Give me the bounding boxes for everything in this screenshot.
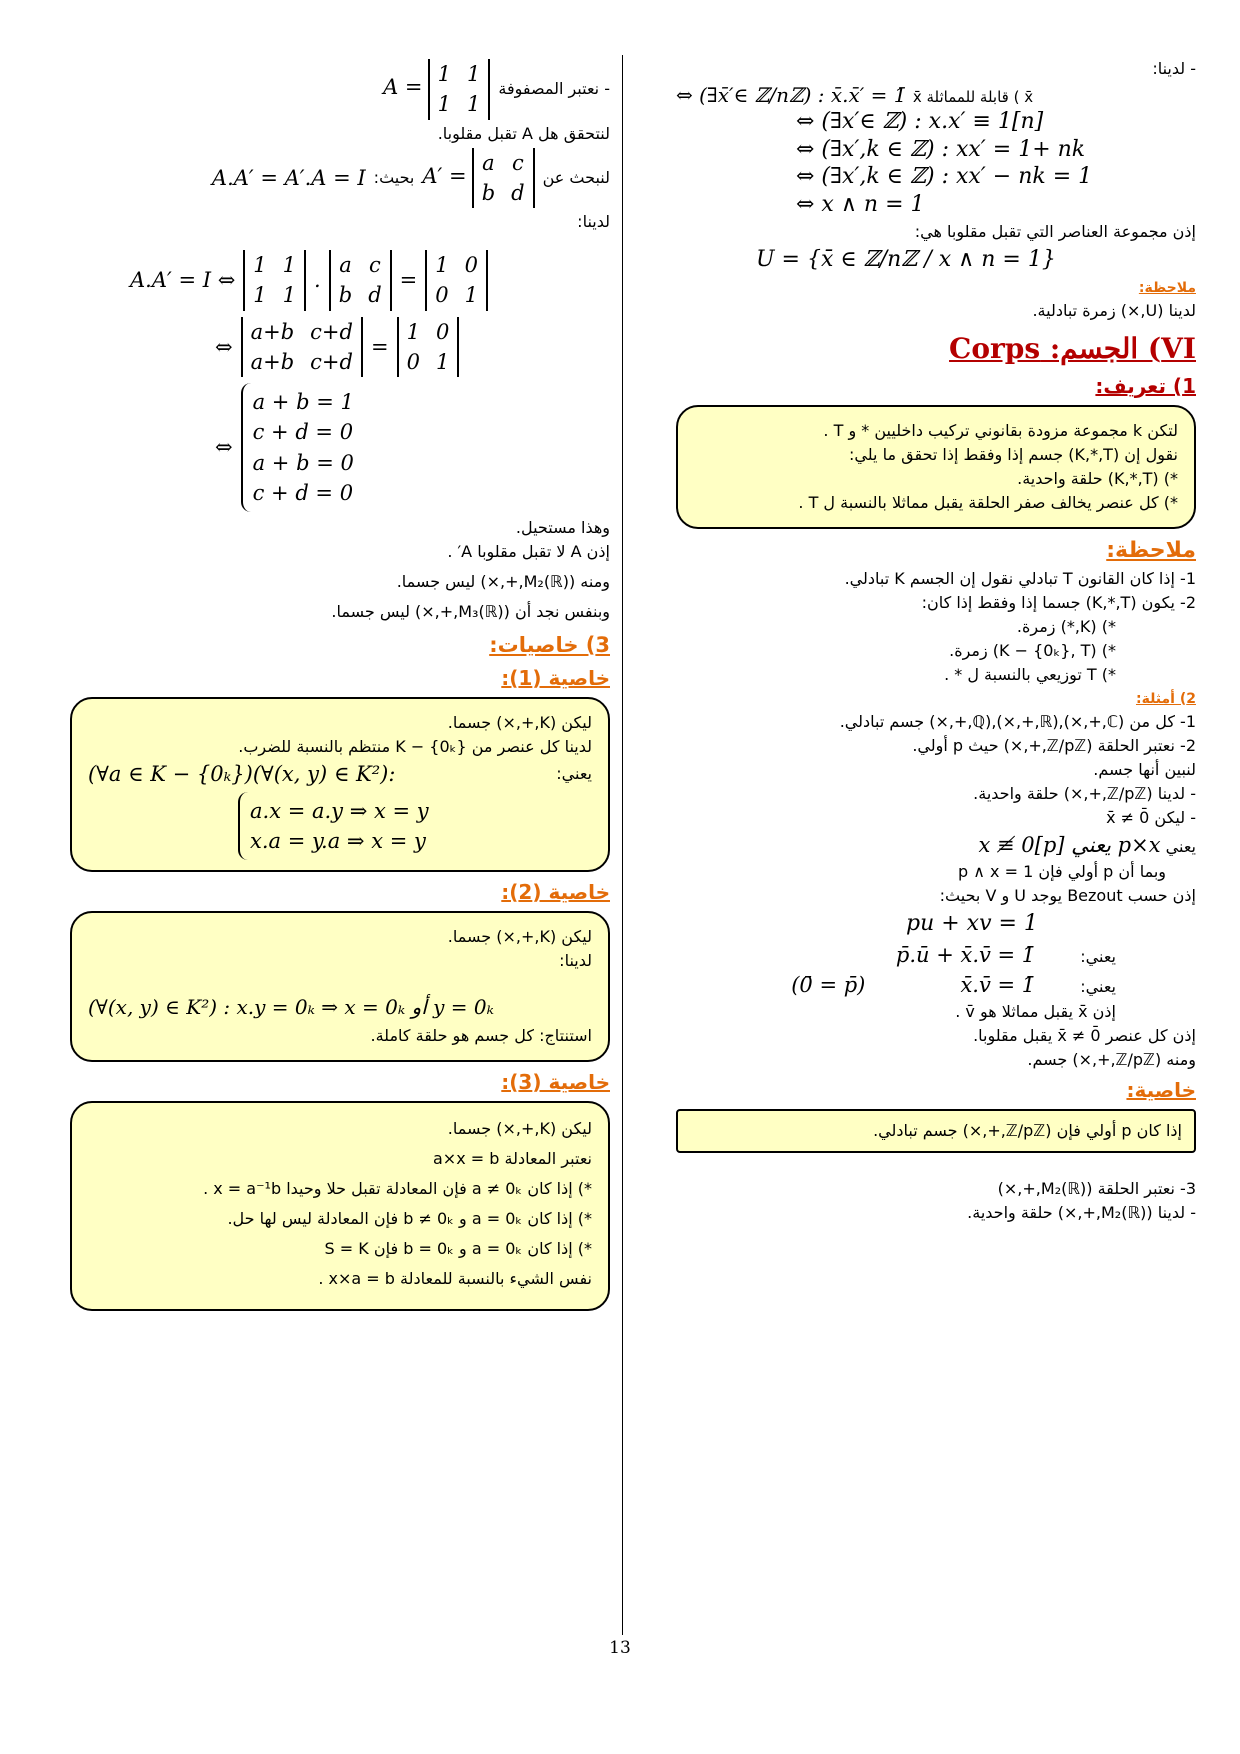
matrix-cell: 1	[282, 253, 297, 277]
equivalence-line-1: ⇔ (∃x̄′∈ ℤ/nℤ) : x̄.x̄′ = 1̄	[676, 83, 907, 107]
example-2-line: إذن x̄ يقبل مماثلا هو v̄ .	[955, 1002, 1116, 1022]
search-condition: A.A′ = A′.A = I	[211, 165, 366, 190]
conclusion-line: ومنه (M₂(ℝ),+,×) ليس جسما.	[396, 572, 610, 591]
example-2-line: إذن حسب Bezout يوجد U و V بحيث:	[939, 886, 1196, 906]
matrix-cell: c	[512, 150, 524, 175]
matrix-cell: 0	[464, 253, 478, 277]
conclusion-line: وبنفس نجد أن (M₃(ℝ),+,×) ليس جسما.	[331, 602, 610, 621]
remark-item: 2- يكون (K,*,T) جسما إذا وفقط إذا كان:	[921, 592, 1196, 612]
example-2-label: يعني:	[1080, 977, 1116, 996]
matrix-cell: d	[368, 283, 382, 308]
remark-sub-item: *) (K − {0ₖ}, T) زمرة.	[949, 640, 1116, 660]
example-3-line: - لدينا (M₂(ℝ),+,×) حلقة واحدية.	[967, 1203, 1196, 1223]
property-1-implication: a.x = a.y ⇒ x = y	[250, 798, 429, 823]
matrix-A-prime-label: A′ =	[422, 163, 467, 188]
matrix-cell: 1	[435, 349, 450, 374]
property-3-line: *) إذا كان a = 0ₖ و b ≠ 0ₖ فإن المعادلة ليس لها حل.	[227, 1209, 592, 1228]
product-lhs: A.A′ = I ⇔	[130, 268, 236, 293]
property-2-conclusion: استنتاج: كل جسم هو حلقة كاملة.	[370, 1026, 592, 1045]
property-1-box	[70, 697, 610, 872]
property-1-yani: يعني:	[556, 764, 592, 784]
product-equation: A.A′ = I ⇔ 1 1 1 1 . a c b d = 1 0 0 1	[70, 250, 610, 311]
matrix-cell: d	[511, 180, 525, 205]
matrix-A-prime	[422, 148, 534, 209]
examples-title: 2) أمثلة:	[1135, 690, 1196, 707]
property-3-line: *) إذا كان a = 0ₖ و b = 0ₖ فإن S = K	[324, 1239, 592, 1258]
sum-equation: ⇔ a+b c+d a+b c+d = 1 0 0 1	[70, 317, 610, 378]
remark-title: ملاحظة:	[1106, 538, 1196, 563]
definition-line: نقول إن (K,*,T) جسم إذا وفقط إذا تحقق ما يلي:	[849, 445, 1178, 464]
example-2-line: وبما أن p أولي فإن p ∧ x = 1	[957, 862, 1166, 882]
matrix-cell: a+b	[250, 319, 295, 344]
example-2-label: يعني:	[1080, 946, 1116, 966]
equivalence-line-5: ⇔ x ∧ n = 1	[796, 191, 925, 217]
property-1-implication: x.a = y.a ⇒ x = y	[250, 828, 426, 853]
property-1-line: ليكن (K,+,×) جسما.	[447, 713, 592, 733]
definition-title: 1) تعريف:	[1095, 374, 1196, 398]
matrix-cell: a	[339, 253, 352, 277]
matrix-cell: 1	[435, 253, 449, 277]
property-3-box	[70, 1101, 610, 1311]
remark-item: 1- إذا كان القانون T تبادلي نقول إن الجسم K تبادلي.	[844, 568, 1196, 588]
property-3-title: خاصية (3):	[501, 1070, 610, 1094]
property-1-title: خاصية (1):	[501, 666, 610, 691]
matrix-cell: 0	[435, 319, 450, 344]
property-2-box	[70, 911, 610, 1062]
section-title: VI) الجسم: Corps	[949, 332, 1196, 365]
search-condition-label: بحيث:	[373, 167, 415, 187]
set-text: إذن مجموعة العناصر التي تقبل مقلوبا هي:	[914, 222, 1196, 241]
property-box	[676, 1109, 1196, 1153]
equivalence-line-2: ⇔ (∃x′∈ ℤ) : x.x′ ≡ 1[n]	[796, 109, 1044, 134]
example-2: 2- نعتبر الحلقة (ℤ/pℤ,+,×) حيث p أولي.	[912, 736, 1196, 755]
example-2-line: - لدينا (ℤ/pℤ,+,×) حلقة واحدية.	[973, 784, 1196, 803]
property-3-line: نعتبر المعادلة a×x = b	[433, 1149, 592, 1168]
set-equation: U = {x̄ ∈ ℤ/nℤ / x ∧ n = 1}	[756, 247, 1056, 272]
example-2-line: لنبين أنها جسم.	[1093, 760, 1196, 779]
page-number: 13	[609, 1638, 631, 1658]
matrix-cell: b	[338, 283, 353, 308]
matrix-cell: 1	[406, 319, 420, 344]
search-text: لنبحث عن	[542, 167, 610, 187]
matrix-cell: 1	[253, 283, 267, 308]
matrix-cell: 1	[282, 283, 297, 308]
equivalence-line-4: ⇔ (∃x′,k ∈ ℤ) : xx′ − nk = 1	[796, 164, 1093, 189]
definition-line: *) (K,*,T) حلقة واحدية.	[1017, 469, 1178, 488]
property-3-line: نفس الشيء بالنسبة للمعادلة x×a = b .	[318, 1269, 592, 1288]
column-divider	[622, 55, 623, 1635]
linear-system: ⇔ a + b = 1 c + d = 0 a + b = 0 c + d = 0	[70, 383, 610, 512]
matrix-cell: 1	[466, 92, 481, 117]
remark-sub-item: *) T توزيعي بالنسبة ل * .	[944, 664, 1116, 684]
example-1: 1- كل من (ℂ,+,×),(ℝ,+,×),(ℚ,+,×) جسم تبادلي.	[839, 712, 1196, 731]
ladina-text: لدينا:	[577, 212, 610, 231]
example-2-label: يعني	[1165, 837, 1196, 856]
example-2-math: p̄.ū + x̄.v̄ = 1̄	[895, 942, 1036, 967]
property-title: خاصية:	[1126, 1078, 1196, 1103]
matrix-intro: - نعتبر المصفوفة	[498, 79, 610, 99]
matrix-cell: 0	[435, 283, 449, 308]
property-2-title: خاصية (2):	[501, 880, 610, 904]
note-title: ملاحظة:	[1138, 279, 1196, 296]
matrix-A-label: A =	[383, 74, 423, 99]
system-equation: c + d = 0	[252, 480, 354, 505]
impossible-text: وهذا مستحيل.	[515, 518, 610, 537]
system-equation: a + b = 0	[252, 450, 354, 475]
conclusion-line: إذن A لا تقبل مقلوبا A′ .	[447, 542, 610, 561]
example-2-line: - ليكن x̄ ≠ 0̄	[1106, 808, 1196, 827]
definition-box	[676, 405, 1196, 529]
matrix-cell: 1	[466, 62, 481, 86]
properties-title: 3) خاصيات:	[489, 633, 610, 657]
matrix-cell: 1	[437, 62, 451, 86]
matrix-cell: 0	[406, 349, 420, 374]
example-2-math: x̄.v̄ = 1̄	[960, 973, 1036, 997]
matrix-cell: 1	[437, 92, 451, 117]
matrix-A	[383, 59, 490, 120]
example-2-math: x ≢ 0[p] يعني p×x	[978, 833, 1161, 857]
note-text: لدينا (U,×) زمرة تبادلية.	[1032, 301, 1196, 320]
matrix-cell: c	[369, 253, 381, 277]
example-3: 3- نعتبر الحلقة (M₂(ℝ),+,×)	[997, 1179, 1196, 1199]
system-equation: a + b = 1	[252, 390, 354, 414]
matrix-cell: c+d	[310, 319, 353, 344]
intro-text: - لدينا:	[1152, 59, 1196, 78]
property-3-line: *) إذا كان a ≠ 0ₖ فإن المعادلة تقبل حلا وحيدا x = a⁻¹b .	[203, 1179, 592, 1198]
matrix-cell: 1	[253, 253, 267, 277]
property-text: إذا كان p أولي فإن (ℤ/pℤ,+,×) جسم تبادلي.	[873, 1121, 1182, 1141]
property-2-line: لدينا:	[559, 951, 592, 970]
matrix-cell: 1	[464, 283, 478, 308]
matrix-cell: c+d	[310, 349, 353, 374]
equivalence-note: x̄ قابلة للمماثلة ( x̄	[912, 88, 1034, 106]
equivalence-line-3: ⇔ (∃x′,k ∈ ℤ) : xx′ = 1+ nk	[796, 136, 1086, 162]
system-equation: c + d = 0	[252, 420, 354, 445]
matrix-cell: b	[481, 180, 496, 205]
property-3-line: ليكن (K,+,×) جسما.	[447, 1119, 592, 1138]
property-1-quantifier: (∀a ∈ K − {0ₖ})(∀(x, y) ∈ K²):	[88, 762, 396, 787]
matrix-cell: a	[482, 150, 495, 175]
example-2-line: ومنه (ℤ/pℤ,+,×) جسم.	[1027, 1050, 1196, 1070]
remark-sub-item: *) (K,*) زمرة.	[1016, 616, 1116, 636]
matrix-cell: a+b	[250, 349, 295, 374]
verify-text: لنتحقق هل A تقبل مقلوبا.	[437, 123, 610, 143]
example-2-note: (0̄ = p̄)	[791, 973, 866, 997]
bezout-equation: pu + xv = 1	[906, 911, 1038, 937]
property-2-equation: (∀(x, y) ∈ K²) : x.y = 0ₖ ⇒ x = 0ₖ أو y = 0ₖ	[88, 995, 494, 1019]
left-column	[70, 55, 610, 1317]
property-2-line: ليكن (K,+,×) جسما.	[447, 927, 592, 946]
right-column	[676, 55, 1196, 1227]
property-1-line: لدينا كل عنصر من K − {0ₖ} منتظم بالنسبة للضرب.	[238, 737, 592, 757]
example-2-line: إذن كل عنصر x̄ ≠ 0̄ يقبل مقلوبا.	[973, 1026, 1196, 1046]
definition-line: *) كل عنصر يخالف صفر الحلقة يقبل مماثلا بالنسبة ل T .	[798, 493, 1178, 512]
definition-line: لتكن k مجموعة مزودة بقانوني تركيب داخليين * و T .	[823, 421, 1178, 440]
